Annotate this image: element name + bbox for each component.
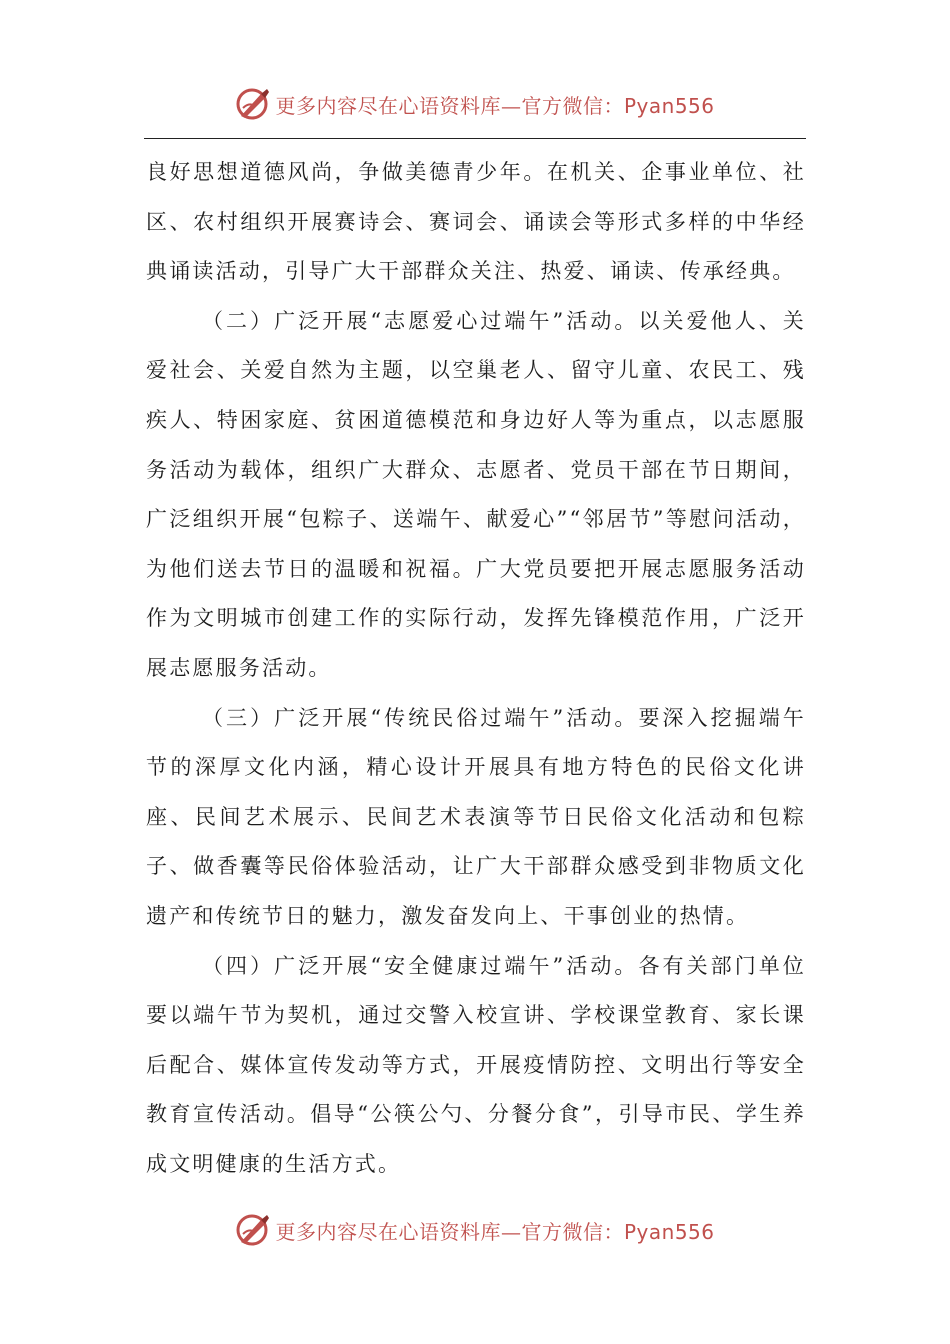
footer-banner [0,1210,950,1250]
paragraph-volunteer: （二）广泛开展“志愿爱心过端午”活动。以关爱他人、关爱社会、关爱自然为主题，以空巢老人、留守儿童、农民工、残疾人、特困家庭、贫困道德模范和身边好人等为重点，以志愿服务活动为载体，组织广大群众、志愿者、党员干部在节日期间，广泛组织开展“包粽子、送端午、献爱心”“邻居节”等慰问活动，为他们送去节日的温暖和祝福。广大党员要把开展志愿服务活动作为文明城市创建工作的实际行动，发挥先锋模范作用，广泛开展志愿服务活动。 [146,308,806,680]
pen-logo-icon [235,86,271,122]
header-wechat-id: Pyan556 [623,93,715,118]
header-banner [0,84,950,124]
footer-text: 更多内容尽在心语资料库—官方微信：Pyan556 [275,1219,715,1244]
pen-logo-icon [235,1212,271,1248]
footer-wechat-id: Pyan556 [623,1219,715,1244]
header-divider [144,138,806,139]
document-body [146,148,806,1189]
paragraph-continuation: 良好思想道德风尚，争做美德青少年。在机关、企事业单位、社区、农村组织开展赛诗会、赛词会、诵读会等形式多样的中华经典诵读活动，引导广大干部群众关注、热爱、诵读、传承经典。 [146,160,806,284]
paragraph-folk-custom: （三）广泛开展“传统民俗过端午”活动。要深入挖掘端午节的深厚文化内涵，精心设计开展具有地方特色的民俗文化讲座、民间艺术展示、民间艺术表演等节日民俗文化活动和包粽子、做香囊等民俗体验活动，让广大干部群众感受到非物质文化遗产和传统节日的魅力，激发奋发向上、干事创业的热情。 [146,705,806,928]
paragraph-safety-health: （四）广泛开展“安全健康过端午”活动。各有关部门单位要以端午节为契机，通过交警入校宣讲、学校课堂教育、家长课后配合、媒体宣传发动等方式，开展疫情防控、文明出行等安全教育宣传活动。倡导“公筷公勺、分餐分食”，引导市民、学生养成文明健康的生活方式。 [146,953,806,1176]
header-text: 更多内容尽在心语资料库—官方微信：Pyan556 [275,93,715,118]
